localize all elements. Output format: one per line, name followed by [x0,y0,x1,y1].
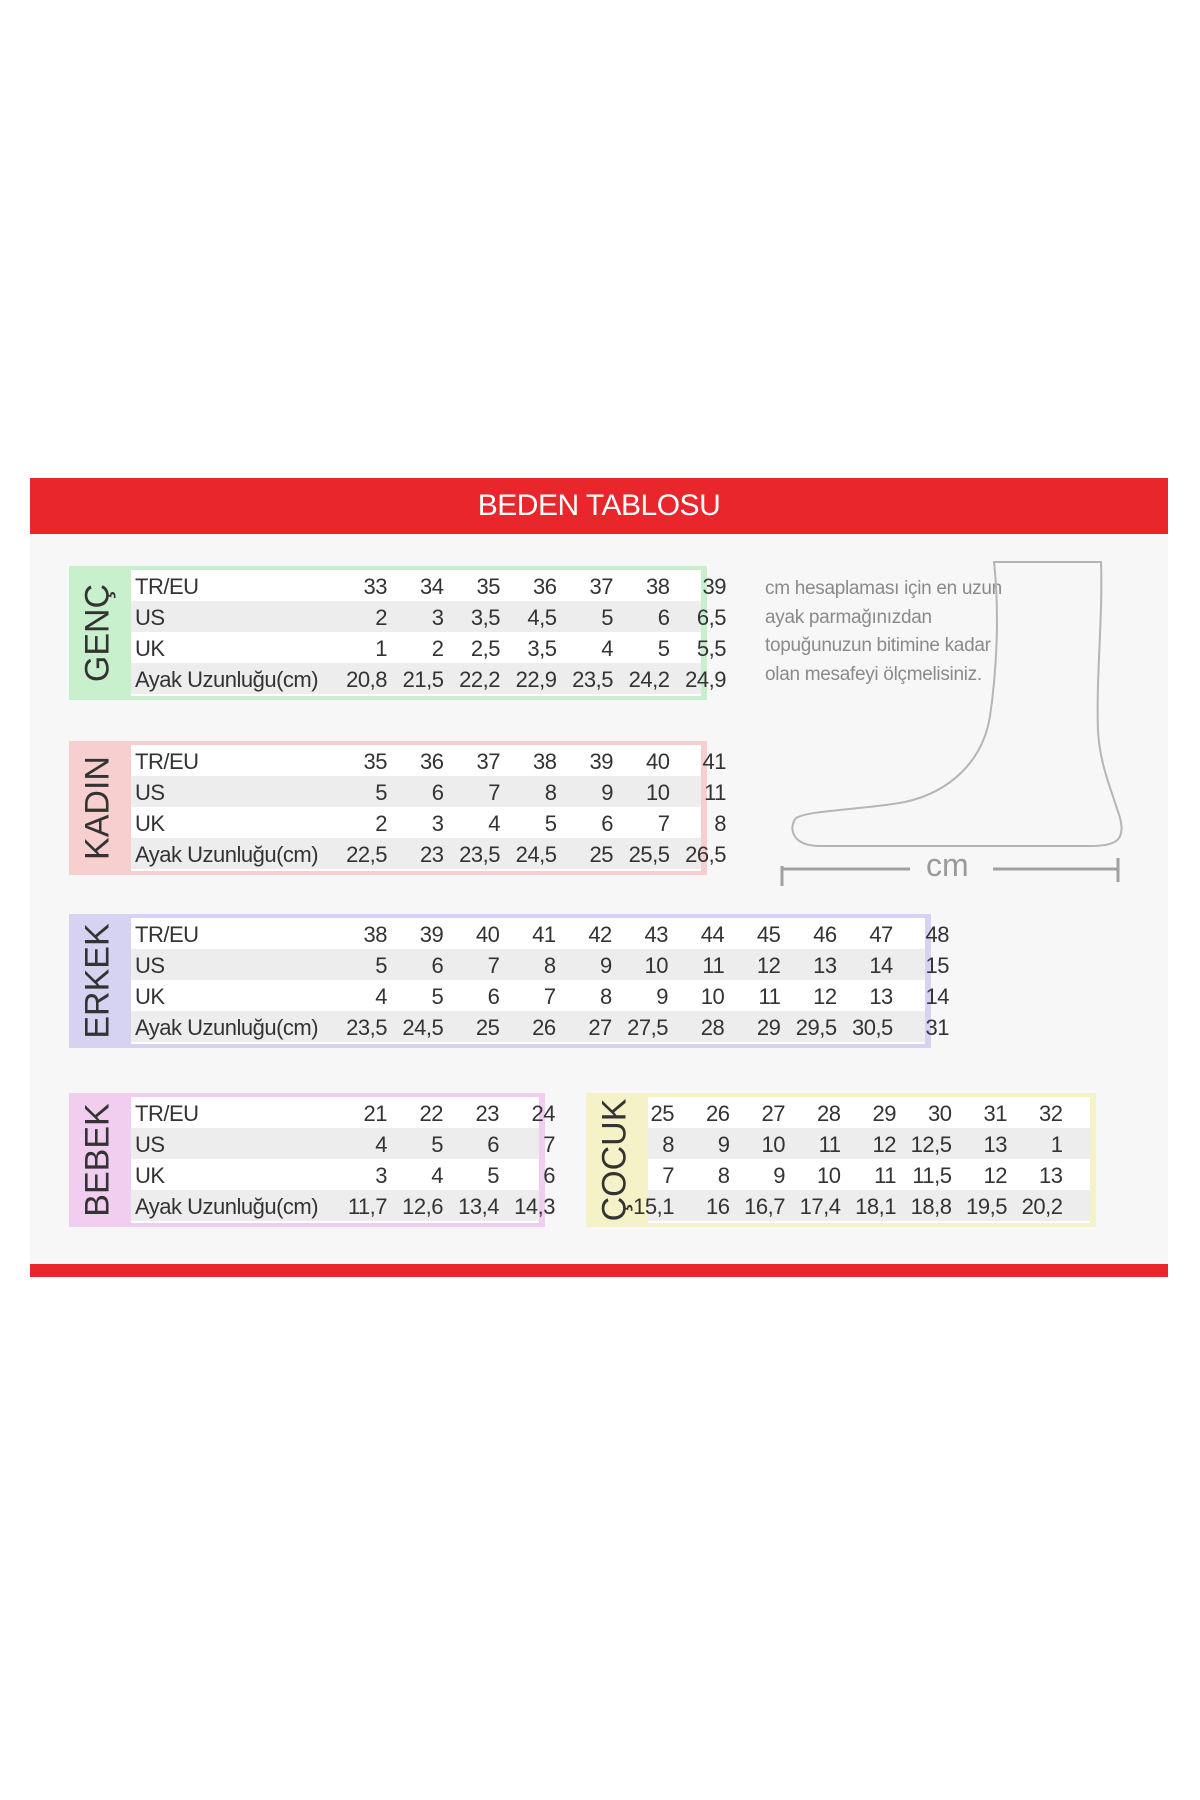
table-row [131,807,726,838]
table-cell: 19,5 [966,1194,1007,1219]
kadin-category-label: KADIN [78,756,117,860]
cocuk-grid [633,1097,1090,1223]
table-cell: 43 [644,922,668,947]
table-cell: 46 [813,922,837,947]
bebek-category-label: BEBEK [78,1103,117,1217]
table-cell: 9 [600,953,612,978]
table-cell: 11 [758,984,781,1009]
table-cell: 24,2 [628,667,670,692]
row-label: US [135,1132,165,1157]
table-cell: 38 [646,574,670,599]
table-genc [69,566,726,700]
table-cell: 2,5 [470,636,500,661]
table-cell: 7 [487,953,500,978]
row-label: Ayak Uzunluğu(cm) [135,1194,319,1219]
table-cell: 6 [431,780,444,805]
table-cell: 9 [717,1132,730,1157]
table-cell: 8 [662,1132,674,1157]
table-row [131,632,726,663]
table-cell: 21 [363,1101,387,1126]
table-cell: 7 [488,780,500,805]
table-cell: 23,5 [346,1015,387,1040]
table-cell: 12,6 [402,1194,443,1219]
table-row [131,1190,555,1221]
table-cell: 24,5 [402,1015,444,1040]
table-cell: 26 [706,1101,730,1126]
table-cell: 15,1 [633,1194,674,1219]
table-cell: 8 [600,984,612,1009]
table-cell: 5 [431,1132,443,1157]
table-cell: 38 [363,922,387,947]
table-cell: 18,8 [910,1194,952,1219]
table-cell: 12 [756,953,781,978]
table-cell: 39 [702,574,726,599]
table-cell: 11 [874,1163,896,1188]
foot-icon [770,556,1130,886]
genc-category-label: GENÇ [78,583,117,683]
row-label: UK [135,984,165,1009]
table-cell: 2 [375,605,387,630]
table-cell: 6 [431,953,444,978]
table-cell: 17,4 [799,1194,841,1219]
table-cell: 5 [431,984,444,1009]
table-cell: 4,5 [527,605,557,630]
table-cell: 1 [375,636,387,661]
row-label: Ayak Uzunluğu(cm) [135,842,319,867]
table-cell: 33 [363,574,387,599]
table-row [131,1128,555,1159]
table-cell: 23,5 [459,842,500,867]
table-cell: 48 [925,922,949,947]
table-cell: 6 [487,1132,499,1157]
table-kadin [69,741,726,875]
kadin-grid [131,745,726,871]
table-cell: 4 [431,1163,443,1188]
genc-grid [131,570,726,696]
table-cell: 11,5 [912,1163,952,1188]
table-cell: 44 [700,922,725,947]
table-cell: 9 [773,1163,785,1188]
table-row [131,838,726,869]
table-cell: 38 [533,749,557,774]
table-cell: 22 [419,1101,443,1126]
table-row [131,949,949,980]
table-cell: 35 [363,749,387,774]
table-cell: 42 [588,922,612,947]
bebek-grid [131,1097,555,1223]
table-cell: 31 [983,1101,1007,1126]
table-row [131,745,726,776]
table-cell: 13 [1039,1163,1063,1188]
table-cell: 23 [475,1101,499,1126]
table-cell: 40 [475,922,500,947]
table-cell: 29 [756,1015,781,1040]
table-cell: 28 [817,1101,841,1126]
table-cell: 27 [588,1015,612,1040]
table-cell: 41 [532,922,556,947]
table-cell: 30,5 [851,1015,893,1040]
table-cell: 20,2 [1021,1194,1063,1219]
table-cell: 40 [646,749,670,774]
table-row [648,1097,1090,1128]
table-cell: 25 [589,842,613,867]
table-cell: 21,5 [402,667,444,692]
table-row [131,776,726,807]
genc-side-label [69,566,127,700]
row-label: UK [135,811,165,836]
table-row [131,980,949,1011]
table-cell: 27 [761,1101,785,1126]
table-cell: 18,1 [855,1194,896,1219]
table-cell: 28 [700,1015,725,1040]
table-row [131,601,726,632]
table-row [131,570,726,601]
table-row [648,1159,1090,1190]
table-cell: 7 [662,1163,674,1188]
table-cell: 6 [657,605,670,630]
table-erkek [69,914,949,1048]
measure-label: cm [926,847,969,883]
chart-title: BEDEN TABLOSU [30,478,1168,534]
table-cell: 26,5 [685,842,726,867]
table-cell: 22,5 [346,842,387,867]
table-cell: 1 [1050,1132,1063,1157]
row-label: US [135,953,165,978]
table-cell: 25 [475,1015,500,1040]
cocuk-category-label: ÇOCUK [595,1098,634,1222]
table-cell: 4 [601,636,613,661]
table-cell: 31 [925,1015,949,1040]
footer-bar [30,1264,1168,1277]
table-cell: 3 [375,1163,387,1188]
table-cell: 20,8 [346,667,387,692]
table-cell: 29 [872,1101,896,1126]
table-cell: 4 [488,811,500,836]
table-cell: 12,5 [910,1132,952,1157]
table-cell: 39 [419,922,444,947]
table-cell: 36 [533,574,557,599]
table-cell: 24 [531,1101,555,1126]
table-cell: 30 [928,1101,952,1126]
table-cell: 25,5 [628,842,670,867]
table-cell: 13 [813,953,837,978]
table-cell: 5 [375,953,387,978]
table-cell: 7 [543,984,556,1009]
erkek-category-label: ERKEK [78,923,117,1039]
table-cell: 10 [817,1163,841,1188]
table-cell: 14,3 [514,1194,555,1219]
table-cell: 11 [818,1132,841,1157]
table-bebek [69,1093,555,1227]
table-cell: 14 [869,953,893,978]
row-label: UK [135,636,165,661]
table-cell: 23,5 [572,667,613,692]
table-cell: 47 [869,922,893,947]
table-cell: 5,5 [696,636,726,661]
table-cell: 32 [1039,1101,1063,1126]
table-cell: 16 [706,1194,730,1219]
table-cell: 27,5 [627,1015,668,1040]
row-label: US [135,780,165,805]
row-label: TR/EU [135,922,199,947]
table-row [131,1011,949,1042]
table-cell: 23 [420,842,444,867]
table-cell: 8 [717,1163,730,1188]
table-cell: 37 [476,749,500,774]
erkek-grid [131,918,949,1044]
table-cell: 45 [756,922,781,947]
table-cell: 13,4 [458,1194,499,1219]
table-cell: 10 [646,780,670,805]
table-cell: 2 [375,811,387,836]
table-cell: 5 [375,780,387,805]
table-cell: 8 [544,780,557,805]
table-cell: 10 [761,1132,785,1157]
table-cell: 11 [704,780,726,805]
row-label: Ayak Uzunluğu(cm) [135,667,319,692]
table-cell: 25 [650,1101,674,1126]
table-cell: 24,5 [515,842,557,867]
table-cell: 9 [601,780,613,805]
table-cell: 10 [700,984,725,1009]
table-cell: 8 [543,953,556,978]
table-row [131,1097,555,1128]
table-cell: 22,2 [459,667,500,692]
table-cell: 11 [702,953,725,978]
table-cell: 6 [601,811,613,836]
row-label: Ayak Uzunluğu(cm) [135,1015,319,1040]
table-cell: 6,5 [696,605,726,630]
kadin-side-label [69,741,127,875]
table-cell: 10 [644,953,668,978]
table-cell: 3,5 [470,605,500,630]
table-cell: 3 [431,605,444,630]
table-cocuk [586,1093,1096,1227]
table-row [131,918,949,949]
table-cell: 22,9 [515,667,557,692]
table-cell: 8 [714,811,726,836]
table-cell: 6 [487,984,500,1009]
table-row [633,1190,1090,1221]
row-label: UK [135,1163,165,1188]
table-cell: 7 [543,1132,555,1157]
table-cell: 4 [375,984,387,1009]
table-row [648,1128,1090,1159]
table-cell: 26 [532,1015,556,1040]
table-cell: 39 [589,749,613,774]
table-cell: 2 [431,636,444,661]
table-cell: 35 [476,574,500,599]
table-cell: 13 [983,1132,1007,1157]
row-label: TR/EU [135,749,199,774]
row-label: TR/EU [135,574,199,599]
measurement-note: cm hesaplaması için en uzun ayak parmağınızdan topuğunuzun bitimine kadar olan mesafeyi ölçmelisiniz. [765,578,1002,685]
table-cell: 13 [869,984,893,1009]
table-cell: 4 [375,1132,387,1157]
row-label: US [135,605,165,630]
table-cell: 41 [702,749,726,774]
table-cell: 12 [813,984,837,1009]
table-cell: 29,5 [795,1015,837,1040]
row-label: TR/EU [135,1101,199,1126]
table-cell: 5 [544,811,557,836]
table-cell: 11,7 [347,1194,387,1219]
table-cell: 3,5 [527,636,557,661]
erkek-side-label [69,914,127,1048]
table-row [131,1159,555,1190]
bebek-side-label [69,1093,127,1227]
table-cell: 9 [656,984,668,1009]
table-cell: 16,7 [744,1194,785,1219]
table-cell: 7 [657,811,670,836]
table-cell: 14 [925,984,949,1009]
table-cell: 3 [431,811,444,836]
table-cell: 34 [420,574,444,599]
table-cell: 12 [872,1132,896,1157]
table-cell: 6 [543,1163,555,1188]
table-cell: 37 [589,574,613,599]
table-cell: 12 [983,1163,1007,1188]
table-cell: 5 [601,605,613,630]
table-cell: 36 [420,749,444,774]
table-cell: 5 [487,1163,499,1188]
table-row [131,663,726,694]
table-cell: 5 [657,636,670,661]
table-cell: 15 [925,953,949,978]
table-cell: 24,9 [685,667,726,692]
